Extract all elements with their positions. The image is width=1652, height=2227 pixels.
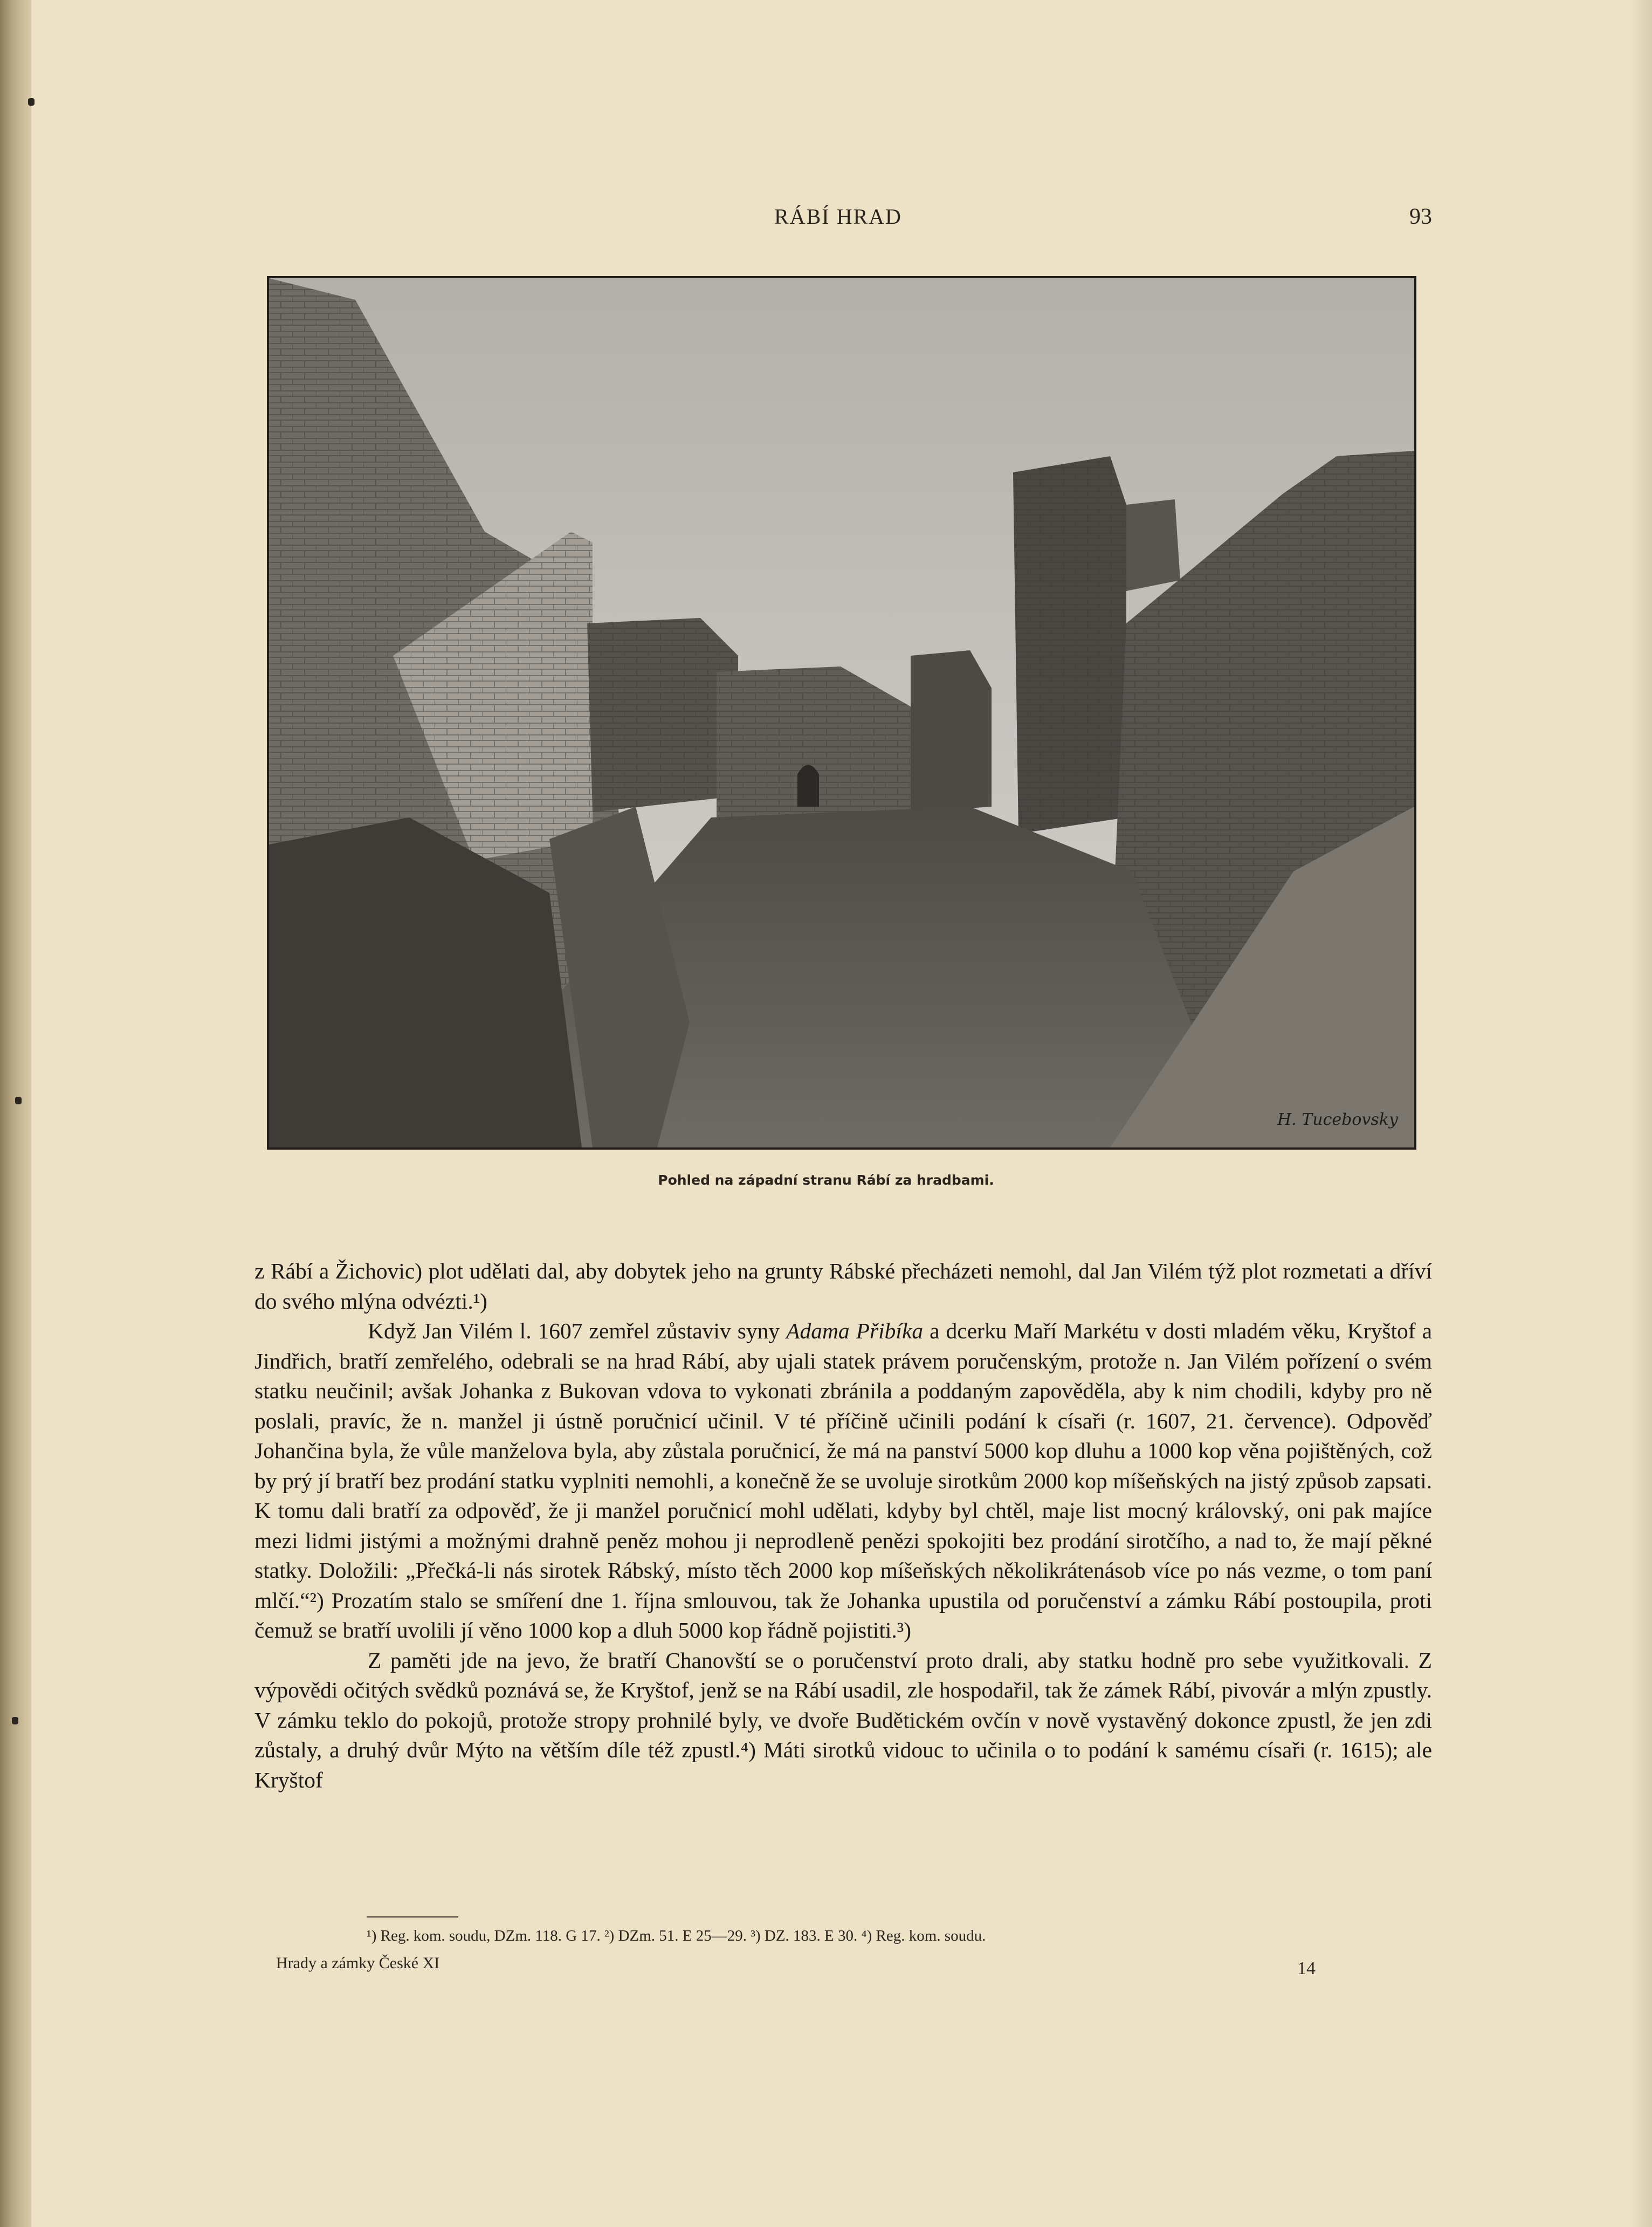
- figure-caption: Pohled na západní stranu Rábí za hradbami.: [658, 1172, 994, 1188]
- binding-mark: [15, 1097, 22, 1104]
- body-text: [254, 1256, 1432, 1795]
- artist-signature: [1277, 1110, 1399, 1129]
- paragraph-1: z Rábí a Žichovic) plot udělati dal, aby dobytek jeho na grunty Rábské přecházeti nemohl, dal Jan Vilém týž plot rozmetati a dříví do svého mlýna odvézti.¹): [254, 1259, 1432, 1314]
- italic-name: Adama Přibíka: [786, 1318, 924, 1343]
- footnotes: ¹) Reg. kom. soudu, DZm. 118. G 17. ²) DZm. 51. E 25—29. ³) DZ. 183. E 30. ⁴) Reg. kom. soudu.: [367, 1927, 986, 1944]
- running-head: RÁBÍ HRAD: [774, 204, 902, 229]
- printer-signature: Hrady a zámky České XI: [276, 1954, 440, 1972]
- paragraph-2-start: Když Jan Vilém l. 1607 zemřel zůstaviv syny: [368, 1318, 787, 1343]
- paragraph-3: Z paměti jde na jevo, že bratří Chanovští se o poručenství proto drali, aby statku hodně pro sebe využitkovali. Z výpovědi očitých svědků poznává se, že Kryštof, jenž se na Rábí usadil, zle hospodařil, tak že zámek Rábí, pivovár a mlýn zpustly. V zámku teklo do pokojů, protože stropy prohnilé byly, ve dvoře Budětickém ovčín v nově vystavěný dokonce zpustl, že jen zdi zůstaly, a druhý dvůr Mýto na větším díle též zpustl.⁴) Máti sirotků vidouc to učinila o to podání k samému císaři (r. 1615); ale Kryštof: [254, 1647, 1432, 1792]
- page-edge-shade: [1630, 0, 1652, 2227]
- page-number: 93: [1409, 204, 1432, 229]
- binding-mark: [12, 1717, 18, 1724]
- paragraph-2-rest: a dcerku Maří Markétu v dosti mladém věku, Kryštof a Jindřich, bratří zemřelého, odebrali se na hrad Rábí, aby ujali statek právem poručenským, protože n. Jan Vilém pořízení o svém statku neučinil; avšak Johanka z Bukovan vdova to vykonati zbránila a poddaným zapověděla, aby k nim chodili, kdyby pro ně poslali, pravíc, že n. manžel ji ústně poručnicí učinil. V té příčině učinili podání k císaři (r. 1607, 21. července). Odpověď Johančina byla, že vůle manželova byla, aby zůstala poručnicí, že má na panství 5000 kop dluhu a 1000 kop věna pojištěných, což by prý jí bratří bez prodání statku vyplniti nemohli, a konečně že se uvoluje sirotkům 2000 kop míšeňských na jistý způsob zapsati. K tomu dali bratří za odpověď, že ji manžel poručnicí mohl udělati, kdyby byl chtěl, maje list mocný královský, oni pak majíce mezi lidmi jistými a možnými drahně peněz mohou ji neprodleně penězi spokojiti bez prodání sirotčího, a nad to, že mají pěkné statky. Doložili: „Přečká-li nás sirotek Rábský, místo těch 2000 kop míšeňských několikrátenásob více po nás vezme, o tom paní mlčí.“²) Prozatím stalo se smíření dne 1. října smlouvou, tak že Johanka upustila od poručenství a zámku Rábí postoupila, proti čemuž se bratří uvolili jí věno 1000 kop a dluh 5000 kop řádně pojistiti.³): [254, 1318, 1432, 1642]
- binding-mark: [28, 98, 35, 106]
- sheet-number: 14: [1297, 1958, 1316, 1978]
- footnote-rule: [367, 1916, 458, 1917]
- artist-signature-text: H. Tucebovsky: [1277, 1110, 1398, 1129]
- paragraph-2: [254, 1316, 1432, 1646]
- left-rocks: [269, 807, 690, 1147]
- castle-ruins-illustration: [267, 276, 1416, 1150]
- book-gutter: [0, 0, 31, 2227]
